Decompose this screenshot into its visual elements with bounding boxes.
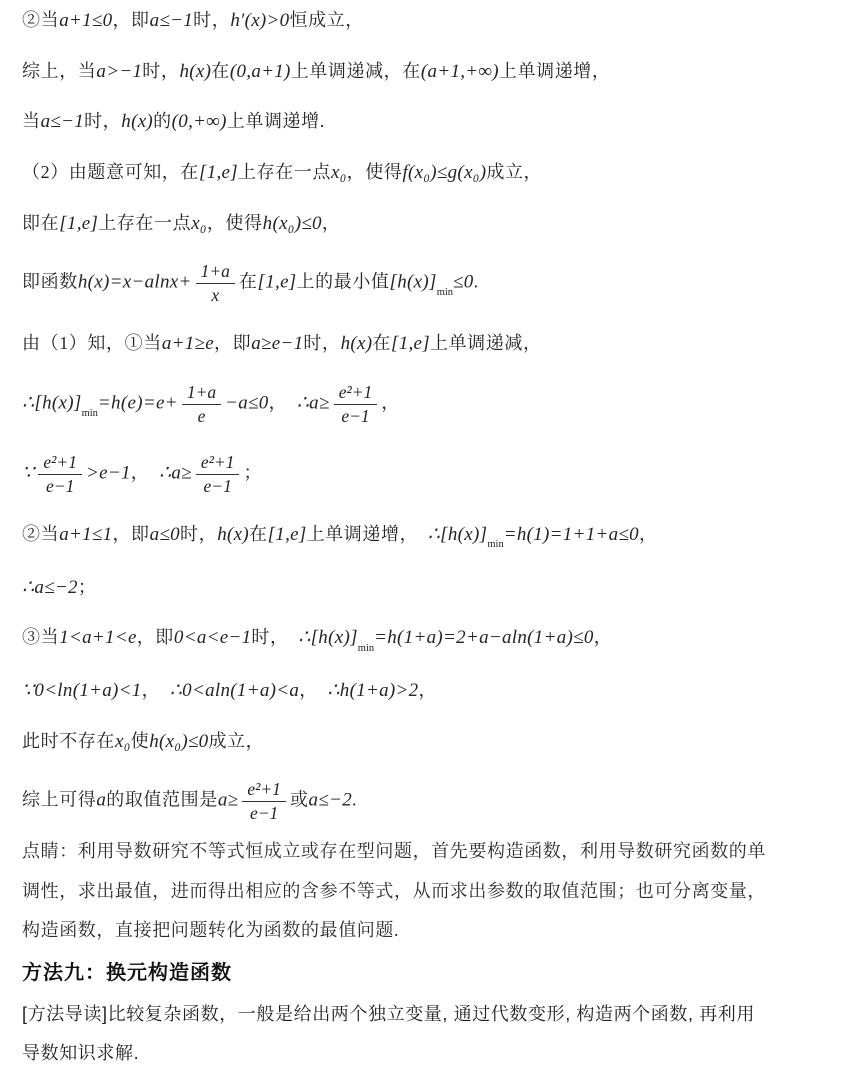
math-run: ∵	[22, 462, 35, 484]
math-run: ≤0	[453, 271, 474, 293]
math-run: [1,e]	[59, 212, 99, 234]
math-run: h(x)=x−alnx+	[77, 271, 192, 293]
math-line	[22, 382, 844, 427]
math-run: a>−1	[96, 60, 143, 82]
math-run: a≤−1	[40, 111, 85, 133]
text-run: 综上可得	[22, 789, 97, 810]
math-run: h(x)	[340, 333, 373, 355]
text-run: 成立，	[486, 161, 543, 182]
math-run: ∴a≤−2	[22, 576, 78, 598]
text-run: 时，	[142, 60, 180, 81]
text-run: 时，	[251, 627, 299, 648]
math-run: a≤−2	[308, 789, 352, 811]
math-run: [1,e]	[267, 523, 307, 545]
text-run: 恒成立，	[289, 10, 364, 30]
text-run: 时，	[193, 10, 231, 30]
math-line	[22, 729, 844, 755]
math-run: a+1≤1	[59, 523, 113, 545]
fraction	[38, 452, 82, 497]
section-heading: 方法九：换元构造函数	[22, 962, 232, 985]
math-line	[22, 678, 844, 704]
math-run: h(x)	[121, 111, 154, 133]
fraction-numerator: e²+1	[334, 382, 378, 405]
text-run: ，即	[214, 333, 252, 354]
min-subscript: min	[81, 408, 98, 420]
fraction-denominator: e−1	[46, 475, 75, 496]
math-run: =h(1+a)=2+a−aln(1+a)≤0	[374, 627, 594, 649]
text-run: ②当	[22, 10, 60, 30]
text-run: 的	[153, 111, 172, 132]
text-run: 或	[289, 789, 309, 810]
text-run: 时，	[84, 111, 122, 132]
math-line	[22, 522, 844, 550]
text-run: 上存在一点	[98, 212, 192, 233]
text-run: ；	[243, 462, 263, 483]
math-run: ∴h(1+a)>2	[327, 680, 419, 702]
text-run: 的取值范围是	[106, 789, 218, 810]
math-run: ∴[h(x)]	[22, 392, 82, 414]
math-line	[22, 575, 844, 601]
fraction-numerator: e²+1	[196, 452, 240, 475]
text-run: 上的最小值	[296, 271, 390, 292]
math-line	[22, 211, 844, 237]
text-run: 在	[248, 523, 268, 544]
math-run: ∴a≥	[158, 462, 192, 484]
fraction-denominator: e−1	[203, 475, 232, 496]
math-run: a+1≤0	[59, 10, 113, 31]
text-run: 上单调递增，	[498, 60, 611, 81]
body-line	[22, 879, 844, 903]
math-run: 0<a<e−1	[173, 627, 252, 649]
text-run: ，	[418, 680, 438, 701]
text-run: ，使得	[346, 161, 403, 182]
math-line	[22, 331, 844, 357]
note-line	[22, 1002, 844, 1026]
text-run: ，	[130, 462, 159, 483]
document-body	[22, 8, 844, 1066]
note-line	[22, 1041, 844, 1065]
text-run: 在	[211, 60, 230, 81]
math-run: >e−1	[85, 462, 131, 484]
math-run: −a≤0	[225, 392, 269, 414]
math-run: h(x)	[217, 523, 249, 545]
math-run: ∵0<ln(1+a)<1	[22, 680, 142, 702]
text-run: 当	[22, 111, 41, 132]
math-run: h(x₀)≤0	[262, 212, 322, 234]
text-run: 上单调递减，在	[290, 60, 421, 81]
math-run: a	[96, 789, 107, 811]
text-run: ，	[299, 680, 328, 701]
math-run: ∴[h(x)]	[427, 523, 488, 545]
math-run: x₀	[115, 730, 131, 752]
text-run: 成立，	[208, 730, 265, 751]
fraction-numerator: 1+a	[182, 382, 221, 405]
math-run: a≥e−1	[251, 333, 304, 355]
text-run: 构造函数，直接把问题转化为函数的最值问题.	[22, 919, 400, 940]
math-line	[22, 109, 844, 135]
fraction-denominator: e	[197, 405, 206, 426]
math-run: ∴a≥	[296, 392, 330, 414]
text-run: 使	[130, 730, 150, 751]
text-run: 上单调递增，	[306, 523, 428, 544]
text-run: 即在	[22, 212, 60, 233]
math-run: [1,e]	[199, 161, 238, 183]
text-run: 时，	[179, 523, 218, 544]
math-run: a≤−1	[149, 10, 194, 31]
math-line	[22, 160, 844, 186]
text-run: 在	[372, 333, 391, 354]
math-run: ∴0<aln(1+a)<a	[169, 680, 300, 702]
math-run: ∴[h(x)]	[298, 627, 358, 649]
text-run: [方法导读]比较复杂函数，一般是给出两个独立变量, 通过代数变形, 构造两个函数, 再利用	[22, 1004, 756, 1025]
text-run: .	[473, 271, 479, 292]
fraction	[242, 779, 286, 824]
text-run: ，即	[112, 523, 150, 544]
text-run: 上单调递增.	[226, 111, 325, 132]
text-run: ，	[593, 627, 613, 648]
math-run: h′(x)>0	[230, 10, 290, 31]
math-run: a≤0	[149, 523, 180, 545]
fraction	[182, 382, 221, 427]
text-run: 此时不存在	[22, 730, 115, 751]
text-run: ②当	[22, 523, 60, 544]
fraction-numerator: e²+1	[38, 452, 82, 475]
text-run: .	[352, 789, 358, 810]
math-run: (a+1,+∞)	[420, 60, 499, 82]
text-run: ，即	[112, 10, 150, 30]
math-line	[22, 452, 844, 497]
text-run: ，	[638, 523, 658, 544]
math-line	[22, 779, 844, 824]
text-run: 综上，当	[22, 60, 97, 81]
math-run: h(x₀)≤0	[149, 730, 209, 752]
text-run: ，	[381, 392, 400, 413]
math-run: a≥	[217, 789, 239, 811]
math-run: f(x₀)≤g(x₀)	[402, 161, 487, 183]
min-subscript: min	[436, 287, 454, 299]
fraction	[334, 382, 378, 427]
math-run: h(x)	[179, 60, 212, 82]
fraction-numerator: 1+a	[196, 261, 235, 284]
body-line	[22, 839, 844, 863]
math-run: =h(1)=1+1+a≤0	[503, 523, 639, 545]
text-run: ；	[77, 576, 97, 597]
text-run: 即函数	[22, 271, 78, 292]
min-subscript: min	[487, 539, 504, 551]
math-run: (0,+∞)	[171, 111, 227, 133]
math-run: [1,e]	[257, 271, 297, 293]
math-line	[22, 8, 844, 34]
text-run: 在	[238, 271, 258, 292]
math-run: a+1≥e	[161, 333, 214, 355]
text-run: ，	[141, 680, 170, 701]
math-line	[22, 59, 844, 85]
fraction-denominator: e−1	[341, 405, 370, 426]
text-run: 导数知识求解.	[22, 1043, 140, 1064]
text-run: ，	[268, 392, 297, 413]
text-run: ，使得	[206, 212, 263, 233]
math-run: [1,e]	[391, 333, 430, 355]
text-run: 点睛：利用导数研究不等式恒成立或存在型问题，首先要构造函数，利用导数研究函数的单	[22, 841, 766, 862]
text-run: （2）由题意可知，在	[22, 161, 199, 182]
text-run: ③当	[22, 627, 60, 648]
math-run: x₀	[191, 212, 207, 234]
math-run: [h(x)]	[389, 271, 437, 293]
math-run: 1<a+1<e	[59, 627, 137, 649]
math-run: =h(e)=e+	[97, 392, 178, 414]
math-line	[22, 625, 844, 653]
text-run: ，即	[136, 627, 174, 648]
math-run: (0,a+1)	[229, 60, 291, 82]
fraction-denominator: x	[211, 285, 220, 306]
text-run: 上单调递减，	[429, 333, 542, 354]
text-run: 由（1）知，①当	[22, 333, 162, 354]
fraction	[196, 452, 240, 497]
min-subscript: min	[357, 642, 375, 654]
text-run: 上存在一点	[237, 161, 331, 182]
math-line	[22, 261, 844, 306]
fraction-numerator: e²+1	[242, 779, 286, 802]
body-line	[22, 918, 844, 942]
text-run: ，	[321, 212, 341, 233]
math-run: x₀	[330, 161, 347, 183]
text-run: 调性，求出最值，进而得出相应的含参不等式，从而求出参数的取值范围；也可分离变量，	[22, 880, 766, 901]
text-run: 时，	[303, 333, 341, 354]
fraction-denominator: e−1	[249, 803, 279, 824]
fraction	[196, 261, 235, 306]
